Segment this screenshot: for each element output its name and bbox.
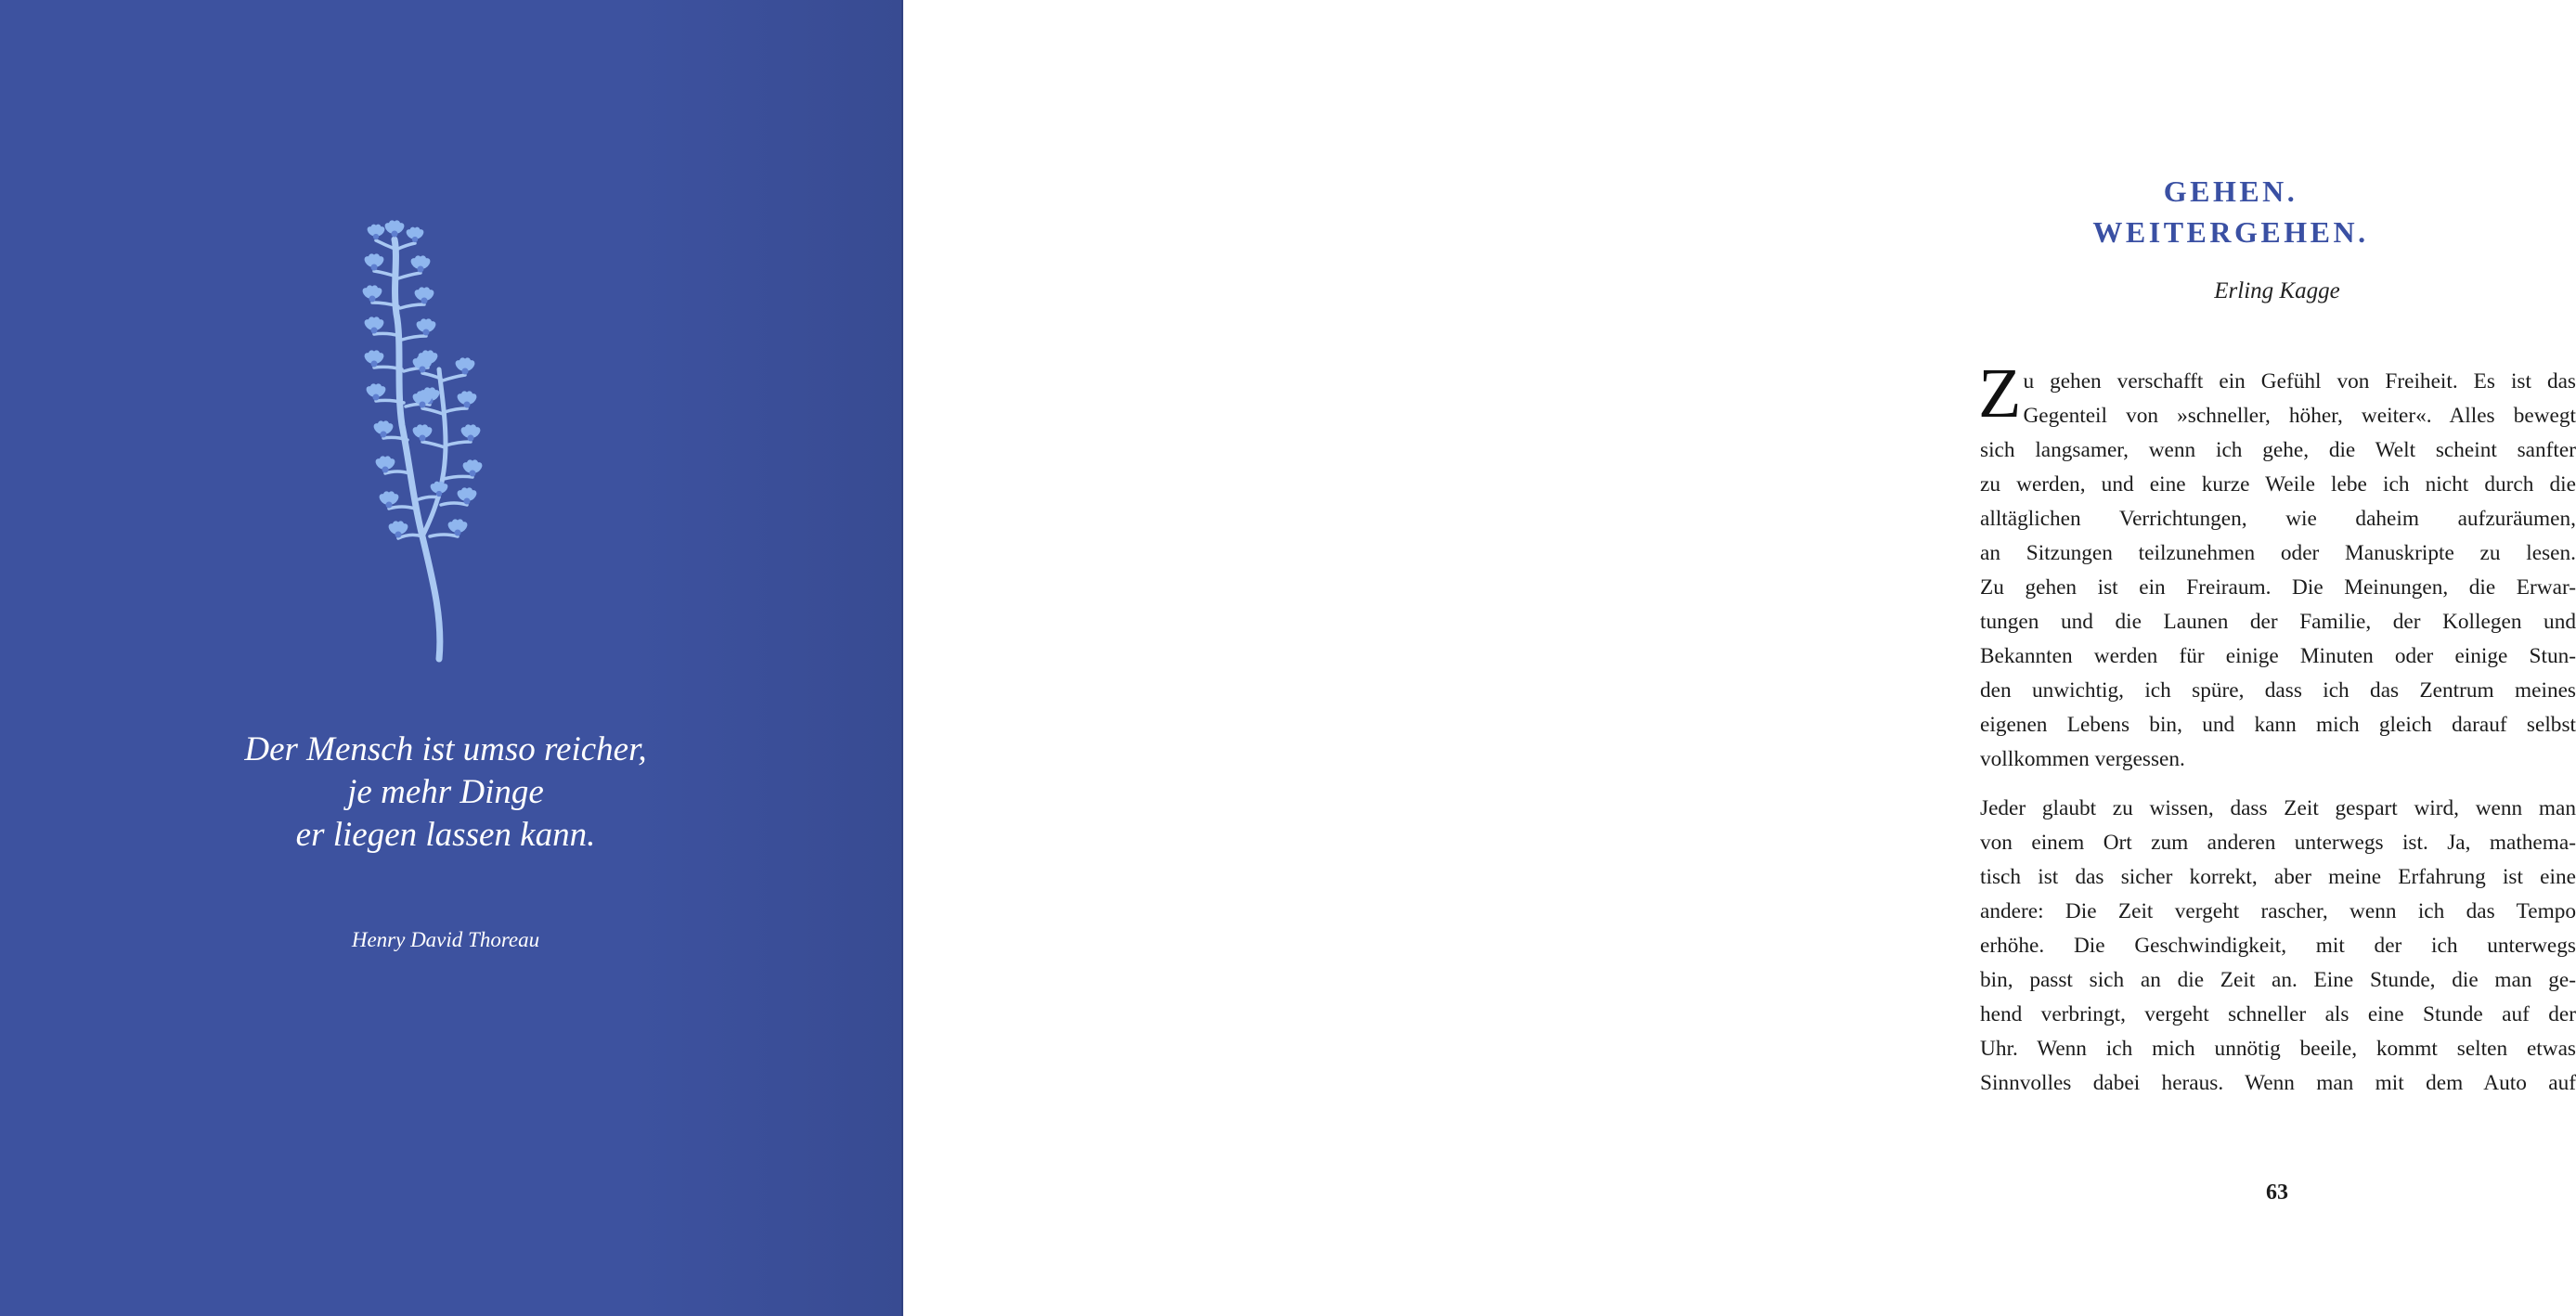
right-page	[903, 0, 2576, 1316]
flower-sprig-icon	[357, 230, 515, 666]
text-line: Uhr. Wenn ich mich unnötig beeile, kommt selten etwas	[1980, 1037, 2576, 1061]
text-line: an Sitzungen teilzunehmen oder Manuskripte zu lesen.	[1980, 541, 2576, 565]
text-line: Jeder glaubt zu wissen, dass Zeit gespart wird, wenn man	[1980, 796, 2576, 820]
text-line: tungen und die Launen der Familie, der Kollegen und	[1980, 610, 2576, 634]
text-line: sich langsamer, wenn ich gehe, die Welt scheint sanfter	[1980, 438, 2576, 462]
text-line: zu werden, und eine kurze Weile lebe ich nicht durch die	[1980, 472, 2576, 497]
chapter-title	[1924, 171, 2537, 252]
text-line: andere: Die Zeit vergeht rascher, wenn ich das Tempo	[1980, 899, 2576, 923]
paragraph	[1978, 355, 2576, 777]
quote-author: Henry David Thoreau	[351, 928, 540, 951]
chapter-author: Erling Kagge	[2214, 278, 2340, 303]
quote-line: er liegen lassen kann.	[295, 816, 596, 854]
quote	[167, 729, 724, 857]
text-line: Zu gehen ist ein Freiraum. Die Meinungen, die Erwar-	[1980, 575, 2576, 600]
paragraph	[1980, 792, 2576, 1101]
quote-line: je mehr Dinge	[347, 773, 544, 811]
text-line: alltäglichen Verrichtungen, wie daheim aufzuräumen,	[1980, 507, 2576, 531]
text-line: Gegenteil von »schneller, höher, weiter«. Alles bewegt	[2023, 404, 2576, 428]
text-line: bin, passt sich an die Zeit an. Eine Stunde, die man ge-	[1980, 968, 2576, 992]
quote-line: Der Mensch ist umso reicher,	[244, 730, 647, 768]
page-number: 63	[2266, 1181, 2288, 1205]
text-line: den unwichtig, ich spüre, dass ich das Zentrum meines	[1980, 678, 2576, 703]
chapter-title-line: GEHEN.	[2163, 174, 2298, 208]
text-line: von einem Ort zum anderen unterwegs ist. Ja, mathema-	[1980, 831, 2576, 855]
chapter-title-line: WEITERGEHEN.	[2092, 215, 2369, 249]
text-line: Sinnvolles dabei heraus. Wenn man mit dem Auto auf	[1980, 1071, 2576, 1095]
text-line: Bekannten werden für einige Minuten oder einige Stun-	[1980, 644, 2576, 668]
drop-cap: Z	[1978, 355, 2022, 432]
text-line: hend verbringt, vergeht schneller als eine Stunde auf der	[1980, 1002, 2576, 1026]
text-line: eigenen Lebens bin, und kann mich gleich darauf selbst	[1980, 713, 2576, 737]
text-line: tisch ist das sicher korrekt, aber meine Erfahrung ist eine	[1980, 865, 2576, 889]
text-line: u gehen verschafft ein Gefühl von Freiheit. Es ist das	[2023, 369, 2576, 394]
body-text	[1978, 355, 2576, 1101]
text-line: erhöhe. Die Geschwindigkeit, mit der ich unterwegs	[1980, 934, 2576, 958]
text-line: vollkommen vergessen.	[1980, 747, 2185, 771]
left-page	[0, 0, 903, 1316]
